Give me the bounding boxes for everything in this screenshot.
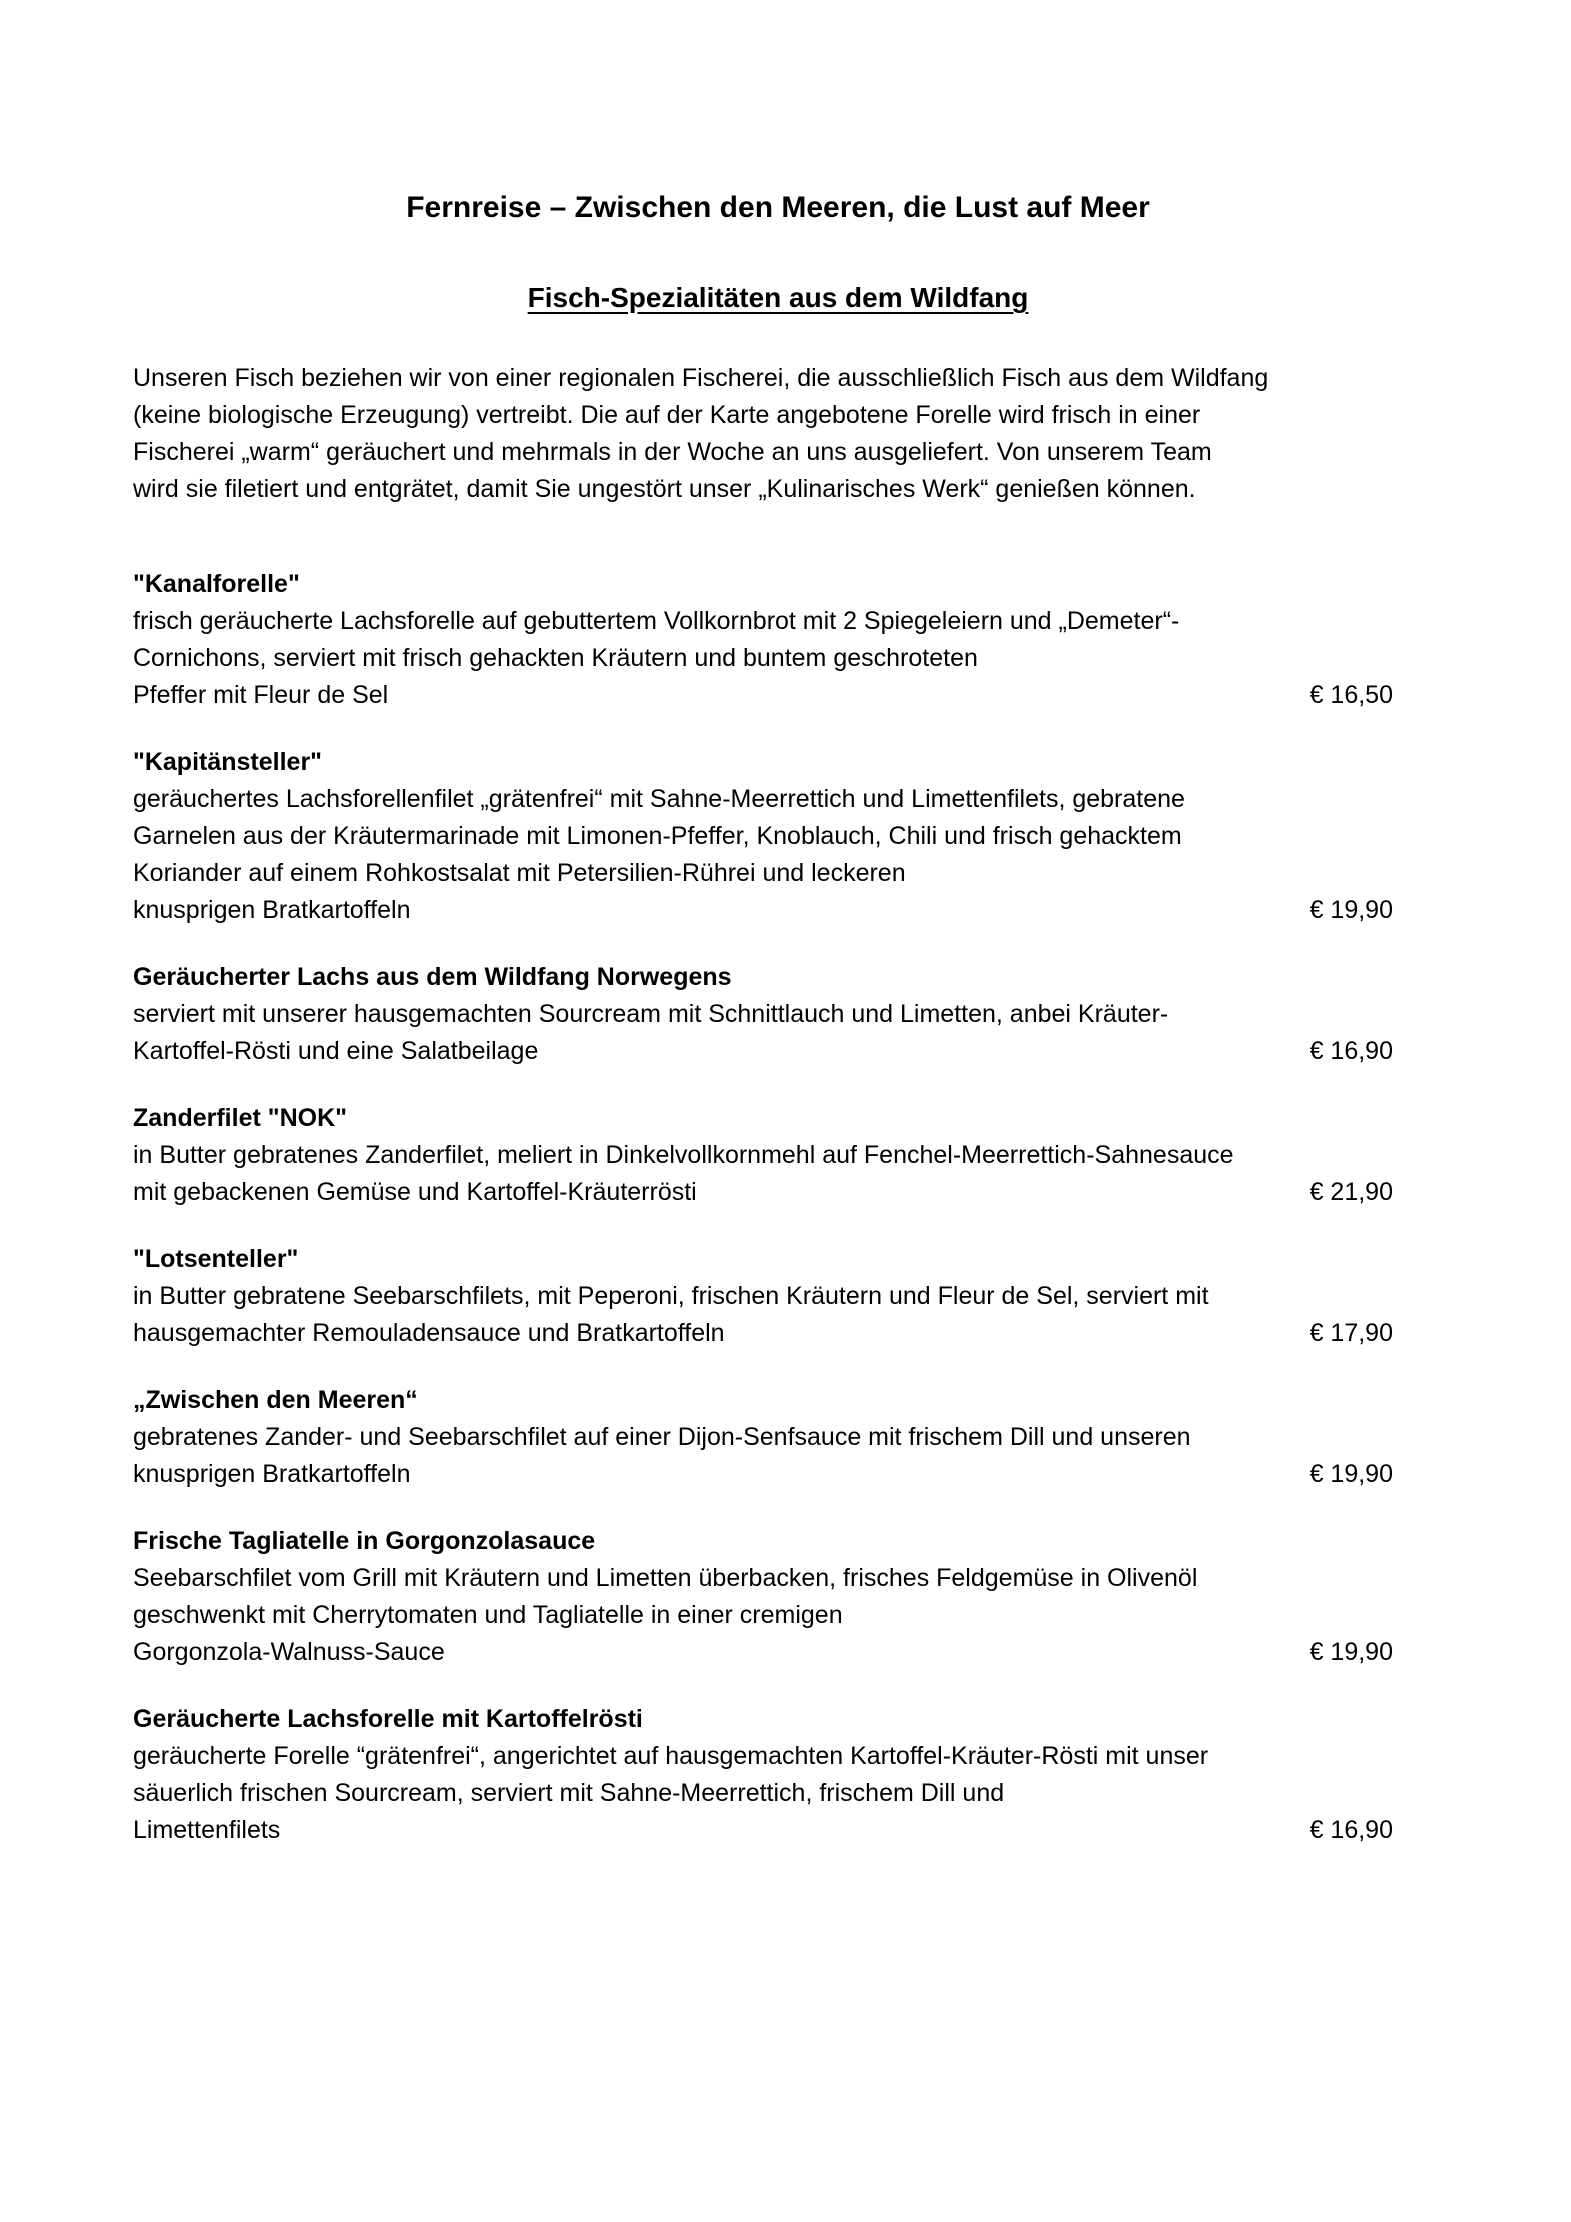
item-last-line-text: Pfeffer mit Fleur de Sel	[133, 681, 389, 709]
item-lines	[133, 996, 1403, 1033]
item-description-line: in Butter gebratene Seebarschfilets, mit Peperoni, frischen Kräutern und Fleur de Sel, serviert mit	[133, 1282, 1209, 1310]
item-last-line	[133, 1174, 1403, 1211]
item-name: "Lotsenteller"	[133, 1245, 299, 1273]
intro-line: (keine biologische Erzeugung) vertreibt. Die auf der Karte angebotene Forelle wird frisch in einer	[133, 401, 1201, 429]
item-last-line-text: hausgemachter Remouladensauce und Bratkartoffeln	[133, 1319, 725, 1347]
item-lines	[133, 1137, 1403, 1174]
item-price: € 16,90	[1309, 1816, 1393, 1844]
item-last-line-text: Gorgonzola-Walnuss-Sauce	[133, 1638, 445, 1666]
item-description-line: Seebarschfilet vom Grill mit Kräutern und Limetten überbacken, frisches Feldgemüse in Olivenöl	[133, 1564, 1198, 1592]
item-description-line: Cornichons, serviert mit frisch gehackten Kräutern und buntem geschroteten	[133, 644, 978, 672]
item-name: „Zwischen den Meeren“	[133, 1386, 418, 1414]
item-last-line	[133, 1456, 1403, 1493]
item-name: "Kanalforelle"	[133, 570, 300, 598]
item-description-line: säuerlich frischen Sourcream, serviert mit Sahne-Meerrettich, frischem Dill und	[133, 1779, 1005, 1807]
item-lines	[133, 781, 1403, 892]
item-last-line	[133, 1812, 1403, 1849]
item-description-line: serviert mit unserer hausgemachten Sourcream mit Schnittlauch und Limetten, anbei Kräuter-	[133, 1000, 1169, 1028]
item-last-line-text: Kartoffel-Rösti und eine Salatbeilage	[133, 1037, 539, 1065]
item-description-line: in Butter gebratenes Zanderfilet, meliert in Dinkelvollkornmehl auf Fenchel-Meerrettich-Sahnesauce	[133, 1141, 1234, 1169]
item-last-line	[133, 1315, 1403, 1352]
item-last-line	[133, 677, 1403, 714]
menu-item	[133, 1382, 1403, 1493]
item-description-line: gebratenes Zander- und Seebarschfilet auf einer Dijon-Senfsauce mit frischem Dill und unseren	[133, 1423, 1191, 1451]
item-lines	[133, 1560, 1403, 1634]
item-description-line: geräuchertes Lachsforellenfilet „grätenfrei“ mit Sahne-Meerrettich und Limettenfilets, gebratene	[133, 785, 1185, 813]
intro-line: Unseren Fisch beziehen wir von einer regionalen Fischerei, die ausschließlich Fisch aus dem Wildfang	[133, 364, 1269, 392]
menu-item	[133, 1523, 1403, 1671]
item-name: Frische Tagliatelle in Gorgonzolasauce	[133, 1527, 596, 1555]
item-price: € 19,90	[1309, 1638, 1393, 1666]
page-subtitle: Fisch-Spezialitäten aus dem Wildfang	[527, 282, 1029, 313]
item-price: € 17,90	[1309, 1319, 1393, 1347]
intro-paragraph	[133, 360, 1403, 508]
item-lines	[133, 603, 1403, 677]
item-description-line: Koriander auf einem Rohkostsalat mit Petersilien-Rührei und leckeren	[133, 859, 906, 887]
item-description-line: frisch geräucherte Lachsforelle auf gebuttertem Vollkornbrot mit 2 Spiegeleiern und „Demeter“-	[133, 607, 1180, 635]
item-price: € 19,90	[1309, 896, 1393, 924]
menu-item	[133, 566, 1403, 714]
menu-item	[133, 1241, 1403, 1352]
item-description-line: geschwenkt mit Cherrytomaten und Tagliatelle in einer cremigen	[133, 1601, 843, 1629]
item-description-line: Garnelen aus der Kräutermarinade mit Limonen-Pfeffer, Knoblauch, Chili und frisch gehacktem	[133, 822, 1182, 850]
item-name: Zanderfilet "NOK"	[133, 1104, 348, 1132]
item-price: € 19,90	[1309, 1460, 1393, 1488]
item-last-line-text: knusprigen Bratkartoffeln	[133, 896, 411, 924]
item-last-line	[133, 1634, 1403, 1671]
item-name: Geräucherter Lachs aus dem Wildfang Norwegens	[133, 963, 732, 991]
item-price: € 16,90	[1309, 1037, 1393, 1065]
menu-item	[133, 1100, 1403, 1211]
item-lines	[133, 1278, 1403, 1315]
item-last-line-text: mit gebackenen Gemüse und Kartoffel-Kräuterrösti	[133, 1178, 697, 1206]
item-last-line	[133, 892, 1403, 929]
item-price: € 16,50	[1309, 681, 1393, 709]
item-name: "Kapitänsteller"	[133, 748, 323, 776]
intro-line: wird sie filetiert und entgrätet, damit Sie ungestört unser „Kulinarisches Werk“ genießen können.	[133, 475, 1196, 503]
item-lines	[133, 1419, 1403, 1456]
item-last-line	[133, 1033, 1403, 1070]
menu-item	[133, 959, 1403, 1070]
menu-item	[133, 1701, 1403, 1849]
intro-line: Fischerei „warm“ geräuchert und mehrmals in der Woche an uns ausgeliefert. Von unserem Team	[133, 438, 1212, 466]
menu-list	[133, 566, 1403, 1849]
item-description-line: geräucherte Forelle “grätenfrei“, angerichtet auf hausgemachten Kartoffel-Kräuter-Rösti mit unser	[133, 1742, 1209, 1770]
item-lines	[133, 1738, 1403, 1812]
item-last-line-text: Limettenfilets	[133, 1816, 281, 1844]
page-title: Fernreise – Zwischen den Meeren, die Lust auf Meer	[406, 191, 1150, 224]
menu-item	[133, 744, 1403, 929]
item-price: € 21,90	[1309, 1178, 1393, 1206]
item-last-line-text: knusprigen Bratkartoffeln	[133, 1460, 411, 1488]
item-name: Geräucherte Lachsforelle mit Kartoffelrösti	[133, 1705, 643, 1733]
